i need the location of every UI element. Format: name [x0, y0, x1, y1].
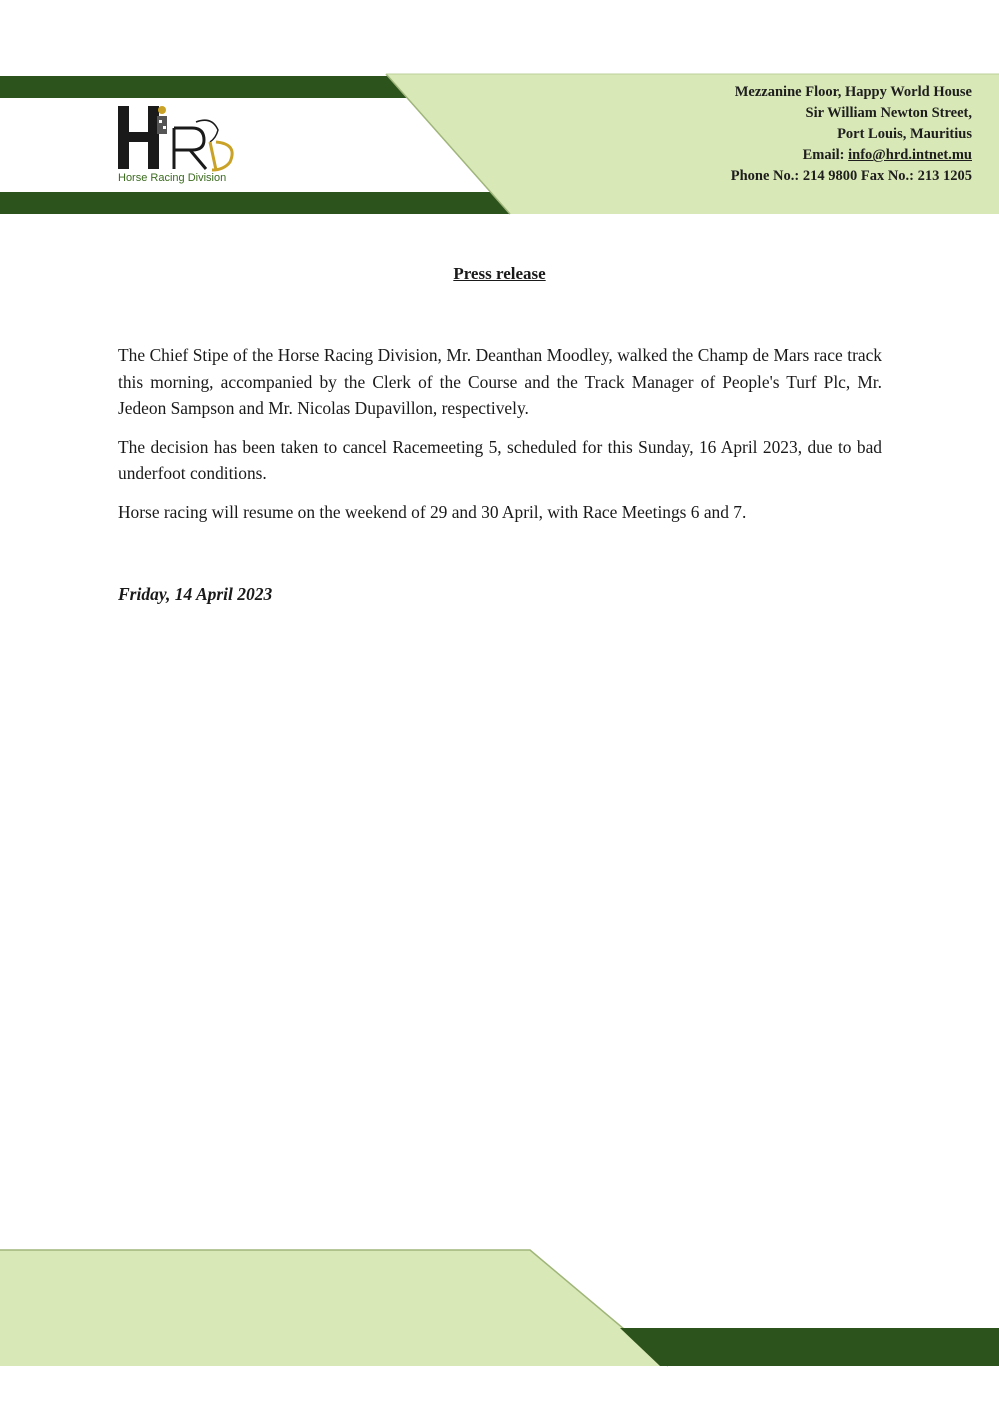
- address-line-1: Mezzanine Floor, Happy World House: [734, 84, 972, 100]
- press-release-body: [118, 342, 882, 537]
- paragraph-2: The decision has been taken to cancel Racemeeting 5, scheduled for this Sunday, 16 April 2023, due to bad underfoot conditions.: [118, 436, 882, 483]
- email-line: [731, 145, 972, 166]
- release-date: Friday, 14 April 2023: [118, 584, 273, 604]
- email-link[interactable]: info@hrd.intnet.mu: [848, 147, 972, 163]
- address-block: [731, 82, 972, 187]
- page-title: Press release: [453, 264, 546, 283]
- address-line-3: Port Louis, Mauritius: [837, 126, 972, 142]
- logo-caption: Horse Racing Division: [118, 172, 227, 184]
- address-line-2: Sir William Newton Street,: [805, 105, 972, 121]
- paragraph-3: Horse racing will resume on the weekend of 29 and 30 April, with Race Meetings 6 and 7.: [118, 501, 747, 522]
- phone-line: Phone No.: 214 9800 Fax No.: 213 1205: [730, 168, 972, 184]
- email-label: Email:: [802, 147, 849, 163]
- footer-band: [0, 1246, 999, 1376]
- paragraph-1: The Chief Stipe of the Horse Racing Division, Mr. Deanthan Moodley, walked the Champ de Mars race track this morning, accompanied by the Clerk of the Course and the Track Manager of People's Turf Plc, Mr. Jedeon Sampson and Mr. Nicolas Dupavillon, respectively.: [118, 345, 882, 418]
